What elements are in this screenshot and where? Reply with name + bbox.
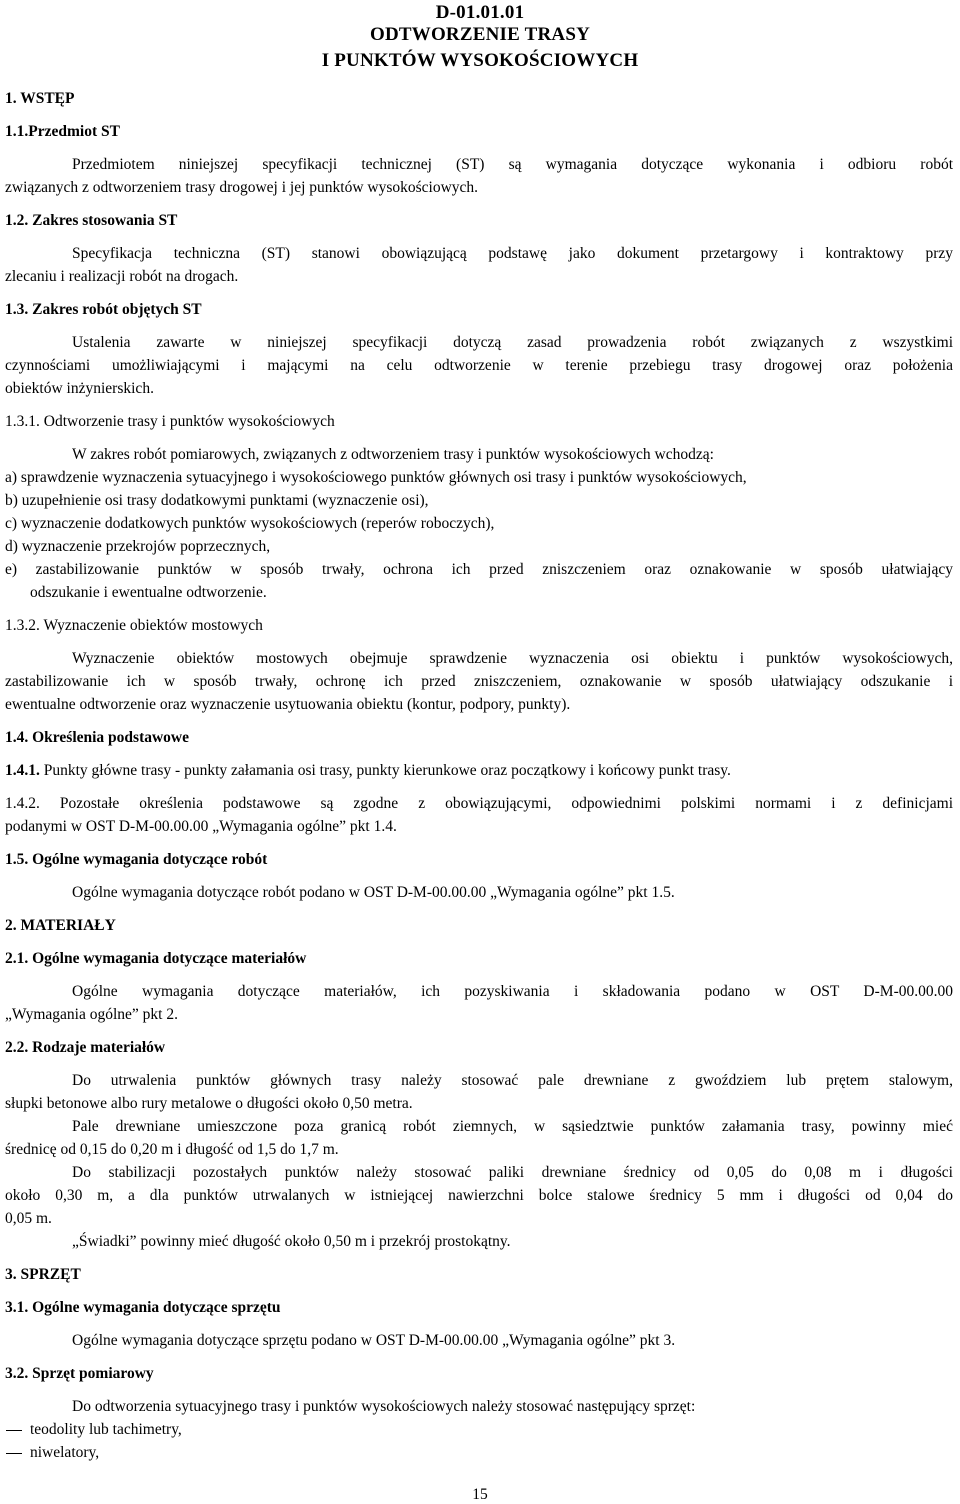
section-2-2-paragraph-3-line-2: około 0,30 m, a dla punktów utrwalanych w istniejącej nawierzchni bolce stalowe średnicy 5 mm i długości od 0,04 do [5, 1187, 953, 1204]
section-2-2-paragraph-3-line-3: 0,05 m. [5, 1210, 52, 1227]
section-1-2-heading: 1.2. Zakres stosowania ST [5, 212, 178, 229]
section-1-1-paragraph-line-1: Przedmiotem niniejszej specyfikacji technicznej (ST) są wymagania dotyczące wykonania i odbioru robót [72, 156, 953, 173]
section-1-4-heading: 1.4. Określenia podstawowe [5, 729, 190, 746]
list-item: a) sprawdzenie wyznaczenia sytuacyjnego i wysokościowego punktów głównych osi trasy i punktów wysokościowych, [5, 469, 747, 486]
section-1-3-2-paragraph-line-3: ewentualne odtworzenie oraz wyznaczenie usytuowania obiektu (kontur, podpory, punkty). [5, 696, 571, 713]
section-1-4-1-number: 1.4.1. [5, 762, 40, 779]
section-3-2-heading: 3.2. Sprzęt pomiarowy [5, 1365, 154, 1382]
section-1-4-1-line [5, 761, 731, 781]
section-3-1-paragraph: Ogólne wymagania dotyczące sprzętu podano w OST D-M-00.00.00 „Wymagania ogólne” pkt 3. [72, 1332, 676, 1349]
section-2-2-paragraph-1-line-2: słupki betonowe albo rury metalowe o długości około 0,50 metra. [5, 1095, 413, 1112]
list-item: d) wyznaczenie przekrojów poprzecznych, [5, 538, 271, 555]
section-2-1-heading: 2.1. Ogólne wymagania dotyczące materiałów [5, 950, 307, 967]
list-item: niwelatory, [30, 1444, 100, 1461]
section-3-2-paragraph: Do odtworzenia sytuacyjnego trasy i punktów wysokościowych należy stosować następujący sprzęt: [72, 1398, 696, 1415]
section-1-3-1-intro: W zakres robót pomiarowych, związanych z odtworzeniem trasy i punktów wysokościowych wchodzą: [72, 446, 714, 463]
document-code: D-01.01.01 [435, 2, 525, 23]
section-1-3-1-heading: 1.3.1. Odtworzenie trasy i punktów wysokościowych [5, 413, 335, 430]
section-2-2-paragraph-2-line-2: średnicę od 0,15 do 0,20 m i długość od 1,5 do 1,7 m. [5, 1141, 339, 1158]
section-1-5-heading: 1.5. Ogólne wymagania dotyczące robót [5, 851, 268, 868]
section-1-2-paragraph-line-1: Specyfikacja techniczna (ST) stanowi obowiązującą podstawę jako dokument przetargowy i kontraktowy przy [72, 245, 953, 262]
section-1-4-2-line-2: podanymi w OST D-M-00.00.00 „Wymagania ogólne” pkt 1.4. [5, 818, 397, 835]
section-2-2-paragraph-4: „Świadki” powinny mieć długość około 0,50 m i przekrój prostokątny. [72, 1233, 511, 1250]
section-1-heading: 1. WSTĘP [5, 90, 75, 107]
section-2-2-paragraph-3-line-1: Do stabilizacji pozostałych punktów należy stosować paliki drewniane średnicy od 0,05 do 0,08 m i długości [72, 1164, 953, 1181]
section-3-heading: 3. SPRZĘT [5, 1266, 81, 1283]
section-1-3-2-heading: 1.3.2. Wyznaczenie obiektów mostowych [5, 617, 263, 634]
list-item-continuation: odszukanie i ewentualne odtworzenie. [30, 584, 267, 601]
section-2-2-paragraph-2-line-1: Pale drewniane umieszczone poza granicą robót ziemnych, w sąsiedztwie punktów załamania trasy, powinny mieć [72, 1118, 953, 1135]
section-1-4-2-line-1: 1.4.2. Pozostałe określenia podstawowe są zgodne z obowiązującymi, odpowiednimi polskimi normami i z definicjami [5, 795, 953, 812]
section-1-3-paragraph-line-2: czynnościami umożliwiającymi i mającymi na celu odtworzenie w terenie przebiegu trasy drogowej oraz położenia [5, 357, 953, 374]
section-1-4-1-text: Punkty główne trasy - punkty załamania osi trasy, punkty kierunkowe oraz początkowy i końcowy punkt trasy. [43, 762, 731, 779]
section-1-3-heading: 1.3. Zakres robót objętych ST [5, 301, 202, 318]
section-1-5-paragraph: Ogólne wymagania dotyczące robót podano w OST D-M-00.00.00 „Wymagania ogólne” pkt 1.5. [72, 884, 675, 901]
section-1-1-paragraph-line-2: związanych z odtworzeniem trasy drogowej i jej punktów wysokościowych. [5, 179, 479, 196]
section-1-2-paragraph-line-2: zlecaniu i realizacji robót na drogach. [5, 268, 239, 285]
dash-bullet-icon [6, 1453, 22, 1454]
section-2-2-paragraph-1-line-1: Do utrwalenia punktów głównych trasy należy stosować pale drewniane z gwoździem lub prętem stalowym, [72, 1072, 953, 1089]
section-1-3-2-paragraph-line-1: Wyznaczenie obiektów mostowych obejmuje sprawdzenie wyznaczenia osi obiektu i punktów wysokościowych, [72, 650, 953, 667]
section-1-3-paragraph-line-1: Ustalenia zawarte w niniejszej specyfikacji dotyczą zasad prowadzenia robót związanych z wszystkimi [72, 334, 953, 351]
list-item: teodolity lub tachimetry, [30, 1421, 182, 1438]
section-1-1-heading: 1.1.Przedmiot ST [5, 123, 120, 140]
document-title-line-2: I PUNKTÓW WYSOKOŚCIOWYCH [321, 50, 639, 71]
section-2-1-paragraph-line-1: Ogólne wymagania dotyczące materiałów, ich pozyskiwania i składowania podano w OST D-M-00.00.00 [72, 983, 953, 1000]
dash-bullet-icon [6, 1430, 22, 1431]
list-item: e) zastabilizowanie punktów w sposób trwały, ochrona ich przed zniszczeniem oraz oznakowanie w sposób ułatwiający [5, 561, 953, 578]
list-item: c) wyznaczenie dodatkowych punktów wysokościowych (reperów roboczych), [5, 515, 495, 532]
section-1-3-paragraph-line-3: obiektów inżynierskich. [5, 380, 154, 397]
section-2-1-paragraph-line-2: „Wymagania ogólne” pkt 2. [5, 1006, 178, 1023]
document-title-line-1: ODTWORZENIE TRASY [369, 24, 591, 45]
list-item: b) uzupełnienie osi trasy dodatkowymi punktami (wyznaczenie osi), [5, 492, 429, 509]
page-number: 15 [472, 1486, 488, 1503]
section-1-3-2-paragraph-line-2: zastabilizowanie ich w sposób trwały, ochronę ich przed zniszczeniem, oznakowanie w sposób ułatwiający odszukanie i [5, 673, 953, 690]
section-3-1-heading: 3.1. Ogólne wymagania dotyczące sprzętu [5, 1299, 281, 1316]
section-2-heading: 2. MATERIAŁY [5, 917, 116, 934]
section-2-2-heading: 2.2. Rodzaje materiałów [5, 1039, 166, 1056]
